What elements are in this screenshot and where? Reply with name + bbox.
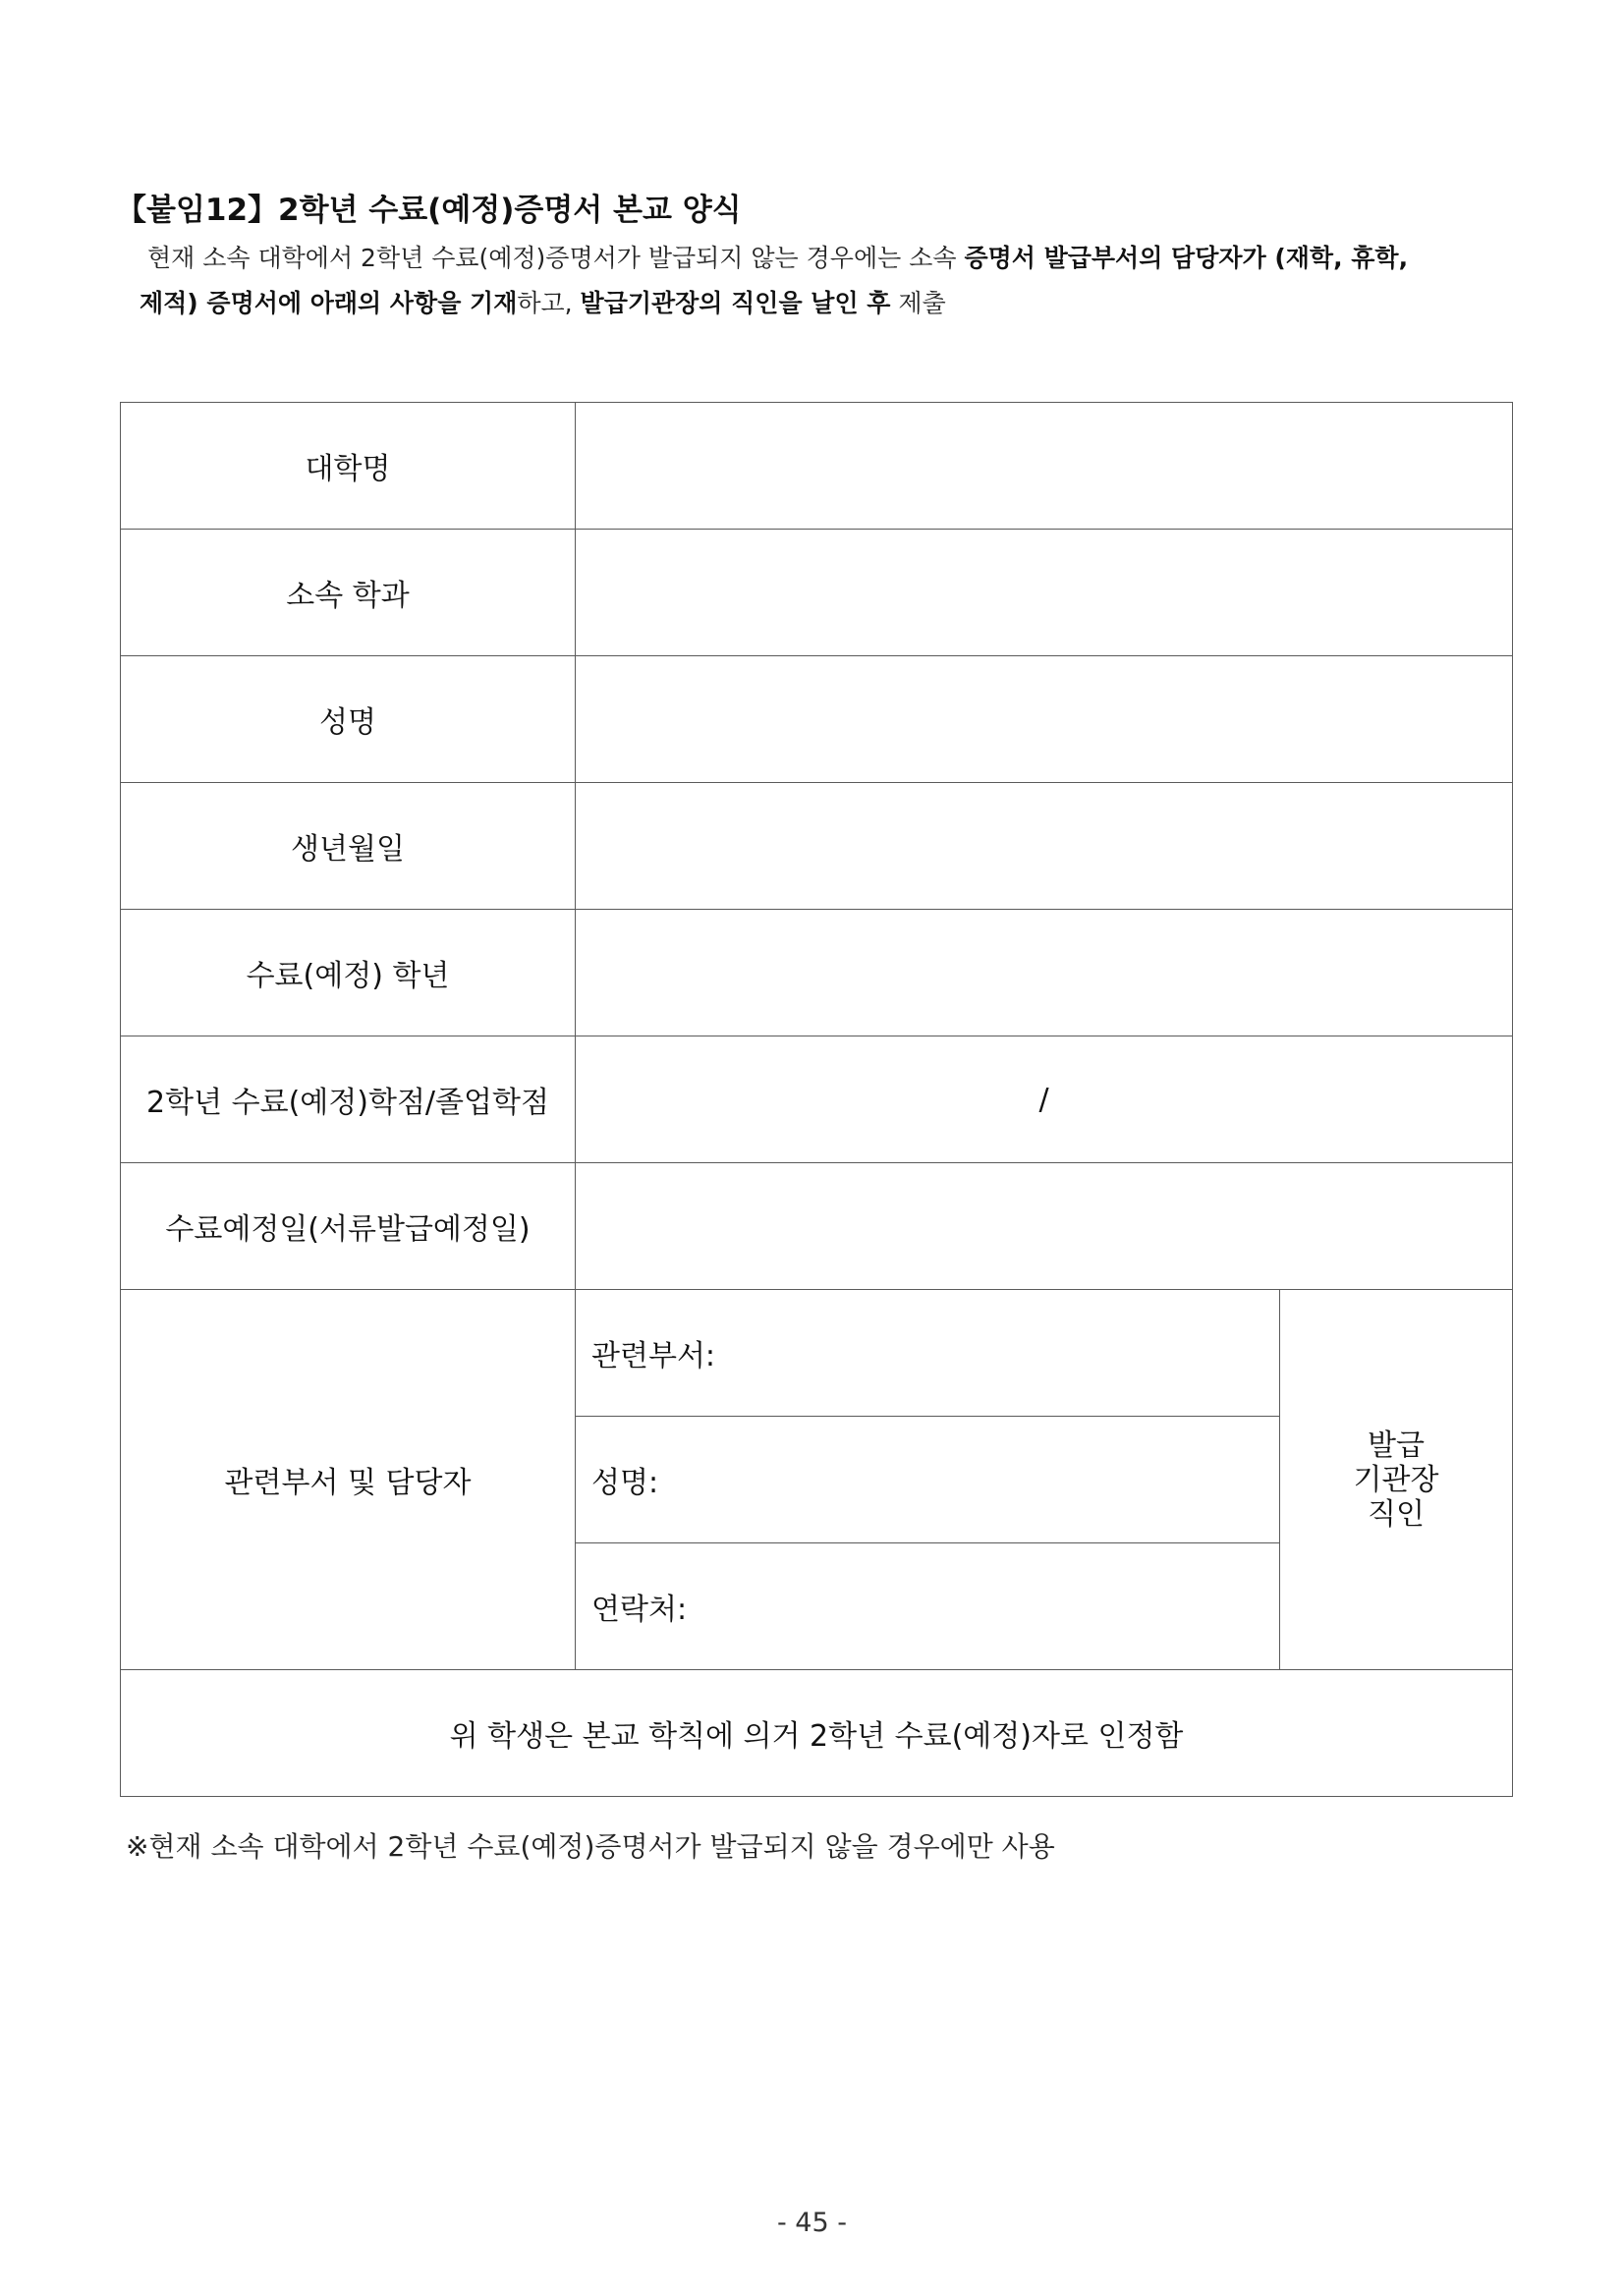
credits-label: 2학년 수료(예정)학점/졸업학점 (121, 1036, 576, 1163)
form-row-birthdate (121, 783, 1513, 910)
form-row-certification (121, 1670, 1513, 1797)
contact-label: 관련부서 및 담당자 (121, 1290, 576, 1670)
university-label: 대학명 (121, 403, 576, 530)
completion-date-value-field[interactable] (576, 1163, 1513, 1290)
seal-line-2: 기관장 (1353, 1462, 1439, 1497)
contact-phone-field[interactable]: 연락처: (576, 1543, 1280, 1670)
form-row-credits (121, 1036, 1513, 1163)
instruction-text (140, 236, 1503, 326)
completion-date-label: 수료예정일(서류발급예정일) (121, 1163, 576, 1290)
birthdate-label: 생년월일 (121, 783, 576, 910)
completion-grade-label: 수료(예정) 학년 (121, 910, 576, 1036)
official-seal-box (1280, 1290, 1513, 1670)
form-row-completion-date (121, 1163, 1513, 1290)
instruction-line-2 (140, 281, 1503, 326)
instruction-part-2: 하고, (517, 289, 581, 317)
department-value-field[interactable] (576, 530, 1513, 656)
department-label: 소속 학과 (121, 530, 576, 656)
completion-grade-value-field[interactable] (576, 910, 1513, 1036)
form-row-contact-department (121, 1290, 1513, 1417)
contact-department-field[interactable]: 관련부서: (576, 1290, 1280, 1417)
certification-statement: 위 학생은 본교 학칙에 의거 2학년 수료(예정)자로 인정함 (121, 1670, 1513, 1797)
form-row-university (121, 403, 1513, 530)
instruction-bold-1: 증명서 발급부서의 담당자가 (재학, 휴학, (964, 244, 1409, 272)
usage-note: ※현재 소속 대학에서 2학년 수료(예정)증명서가 발급되지 않을 경우에만 사용 (126, 1830, 1055, 1863)
certificate-form-table (120, 402, 1513, 1797)
form-row-name (121, 656, 1513, 783)
seal-line-3: 직인 (1368, 1496, 1425, 1532)
name-label: 성명 (121, 656, 576, 783)
name-value-field[interactable] (576, 656, 1513, 783)
instruction-part-3: 제출 (890, 289, 946, 317)
instruction-part-1: 현재 소속 대학에서 2학년 수료(예정)증명서가 발급되지 않는 경우에는 소속 (147, 244, 965, 272)
contact-name-field[interactable]: 성명: (576, 1417, 1280, 1543)
instruction-bold-3: 발급기관장의 직인을 날인 후 (580, 289, 891, 317)
birthdate-value-field[interactable] (576, 783, 1513, 910)
document-title: 【붙임12】2학년 수료(예정)증명서 본교 양식 (116, 193, 742, 228)
university-value-field[interactable] (576, 403, 1513, 530)
page-number: - 45 - (776, 2208, 847, 2238)
form-row-completion-grade (121, 910, 1513, 1036)
instruction-bold-2: 제적) 증명서에 아래의 사항을 기재 (140, 289, 518, 317)
form-row-department (121, 530, 1513, 656)
seal-line-1: 발급 (1368, 1428, 1425, 1463)
credits-value-field[interactable]: / (576, 1036, 1513, 1163)
